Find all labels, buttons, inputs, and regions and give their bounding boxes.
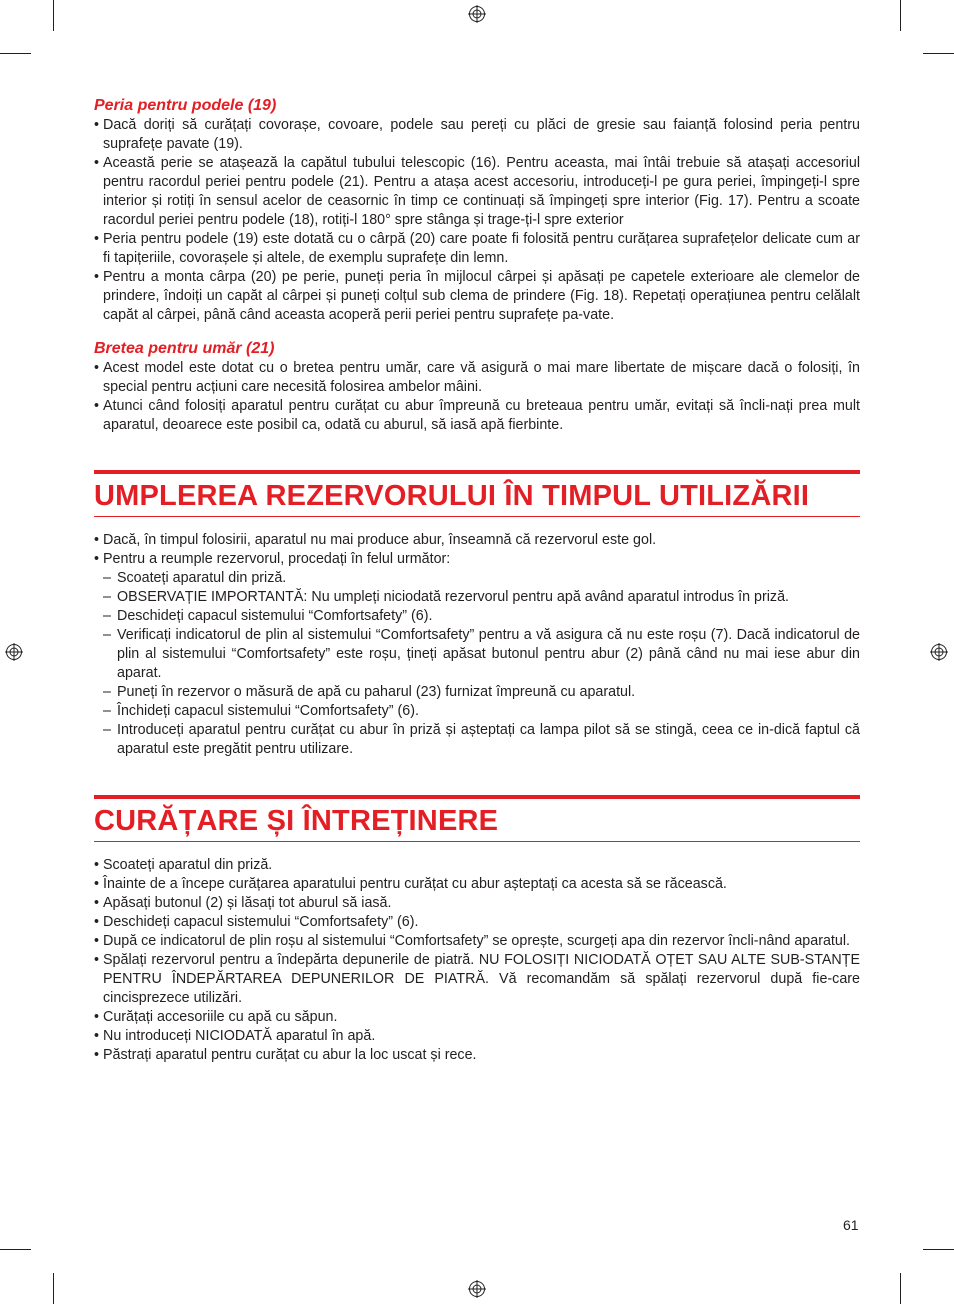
list-item: • Păstrați aparatul pentru curățat cu abur la loc uscat și rece. bbox=[94, 1046, 860, 1065]
step-item: – Scoateți aparatul din priză. bbox=[94, 569, 860, 588]
crop-mark bbox=[923, 53, 954, 54]
list-item: • Apăsați butonul (2) și lăsați tot aburul să iasă. bbox=[94, 894, 860, 913]
section-heading-cleaning: CURĂȚARE ȘI ÎNTREȚINERE bbox=[94, 795, 860, 842]
crop-mark bbox=[0, 1249, 31, 1250]
registration-mark-icon bbox=[5, 643, 23, 661]
crop-mark bbox=[0, 53, 31, 54]
registration-mark-icon bbox=[468, 1280, 486, 1298]
step-item: – Închideți capacul sistemului “Comfortsafety” (6). bbox=[94, 702, 860, 721]
section-heading-refill: UMPLEREA REZERVORULUI ÎN TIMPUL UTILIZĂRII bbox=[94, 470, 860, 517]
list-item: • Nu introduceți NICIODATĂ aparatul în apă. bbox=[94, 1027, 860, 1046]
registration-mark-icon bbox=[468, 5, 486, 23]
step-item: – OBSERVAȚIE IMPORTANTĂ: Nu umpleți niciodată rezervorul pentru apă având aparatul introdus în priză. bbox=[94, 588, 860, 607]
list-item: • Acest model este dotat cu o bretea pentru umăr, care vă asigură o mai mare libertate de mișcare dacă o folosiți, în special pentru acțiuni care necesită folosirea ambelor mâini. bbox=[94, 359, 860, 397]
list-item: • După ce indicatorul de plin roșu al sistemului “Comfortsafety” se oprește, scurgeți apa din rezervor încli-nând aparatul. bbox=[94, 932, 860, 951]
page-number: 61 bbox=[843, 1217, 859, 1233]
list-item: • Deschideți capacul sistemului “Comfortsafety” (6). bbox=[94, 913, 860, 932]
subheading-floor-brush: Peria pentru podele (19) bbox=[94, 97, 277, 114]
refill-list bbox=[94, 531, 860, 759]
subheading-shoulder-strap: Bretea pentru umăr (21) bbox=[94, 340, 275, 357]
list-item: • Spălați rezervorul pentru a îndepărta depunerile de piatră. NU FOLOSIȚI NICIODATĂ OȚET SAU ALTE SUB-STANȚE PENTRU ÎNDEPĂRTAREA DEPUNERILOR DE PIATRĂ. Vă recomandăm să spălați rezervorul după fie-care cincisprezece utilizări. bbox=[94, 951, 860, 1008]
list-item: • Dacă, în timpul folosirii, aparatul nu mai produce abur, înseamnă că rezervorul este gol. bbox=[94, 531, 860, 550]
registration-mark-icon bbox=[930, 643, 948, 661]
list-item: • Această perie se atașează la capătul tubului telescopic (16). Pentru aceasta, mai întâi trebuie să atașați accesoriul pentru racordul periei pentru podele (21). Pentru a atașa acest accesoriu, introduceți-l pe gura periei, împingeți-l spre interior și rotiți în sensul acelor de ceasornic în timp ce continuați să împingeți spre interior (Fig. 17). Pentru a scoate racordul periei pentru podele (18), rotiți-l 180° spre stânga și trage-ți-l spre exterior bbox=[94, 154, 860, 230]
list-item: • Curățați accesoriile cu apă cu săpun. bbox=[94, 1008, 860, 1027]
shoulder-strap-list bbox=[94, 359, 860, 435]
list-item: • Pentru a reumple rezervorul, procedați în felul următor: bbox=[94, 550, 860, 569]
crop-mark bbox=[900, 0, 901, 31]
list-item: • Scoateți aparatul din priză. bbox=[94, 856, 860, 875]
step-item: – Puneți în rezervor o măsură de apă cu paharul (23) furnizat împreună cu aparatul. bbox=[94, 683, 860, 702]
list-item: • Peria pentru podele (19) este dotată cu o cârpă (20) care poate fi folosită pentru curățarea suprafețelor delicate cum ar fi tapițeriile, covorașele și altele, de exemplu suprafețe din lemn. bbox=[94, 230, 860, 268]
list-item: • Atunci când folosiți aparatul pentru curățat cu abur împreună cu breteaua pentru umăr, evitați să încli-nați prea mult aparatul, deoarece este posibil ca, odată cu aburul, să iasă apă fierbinte. bbox=[94, 397, 860, 435]
cleaning-list bbox=[94, 856, 860, 1065]
step-item: – Introduceți aparatul pentru curățat cu abur în priză și așteptați ca lampa pilot să se stingă, ceea ce in-dică faptul că aparatul este pregătit pentru utilizare. bbox=[94, 721, 860, 759]
floor-brush-list bbox=[94, 116, 860, 325]
crop-mark bbox=[900, 1273, 901, 1304]
crop-mark bbox=[923, 1249, 954, 1250]
list-item: • Dacă doriți să curățați covorașe, covoare, podele sau pereți cu plăci de gresie sau faianță folosind peria pentru suprafețe pavate (19). bbox=[94, 116, 860, 154]
list-item: • Înainte de a începe curățarea aparatului pentru curățat cu abur așteptați ca acesta să se răcească. bbox=[94, 875, 860, 894]
step-item: – Verificați indicatorul de plin al sistemului “Comfortsafety” pentru a vă asigura că nu este roșu (7). Dacă indicatorul de plin al sistemului “Comfortsafety” este roșu, țineți apăsat butonul pentru abur (2) până când nu mai iese abur din aparat. bbox=[94, 626, 860, 683]
step-item: – Deschideți capacul sistemului “Comfortsafety” (6). bbox=[94, 607, 860, 626]
page-content bbox=[94, 96, 860, 1065]
crop-mark bbox=[53, 1273, 54, 1304]
list-item: • Pentru a monta cârpa (20) pe perie, puneți peria în mijlocul cârpei și apăsați pe capetele exterioare ale clemelor de prindere, îndoiți un capăt al cârpei și puneți colțul sub clema de prindere (Fig. 18). Repetați operațiunea pentru celălalt capăt al cârpei, până când aceasta acoperă perii periei pentru suprafețe pa-vate. bbox=[94, 268, 860, 325]
crop-mark bbox=[53, 0, 54, 31]
